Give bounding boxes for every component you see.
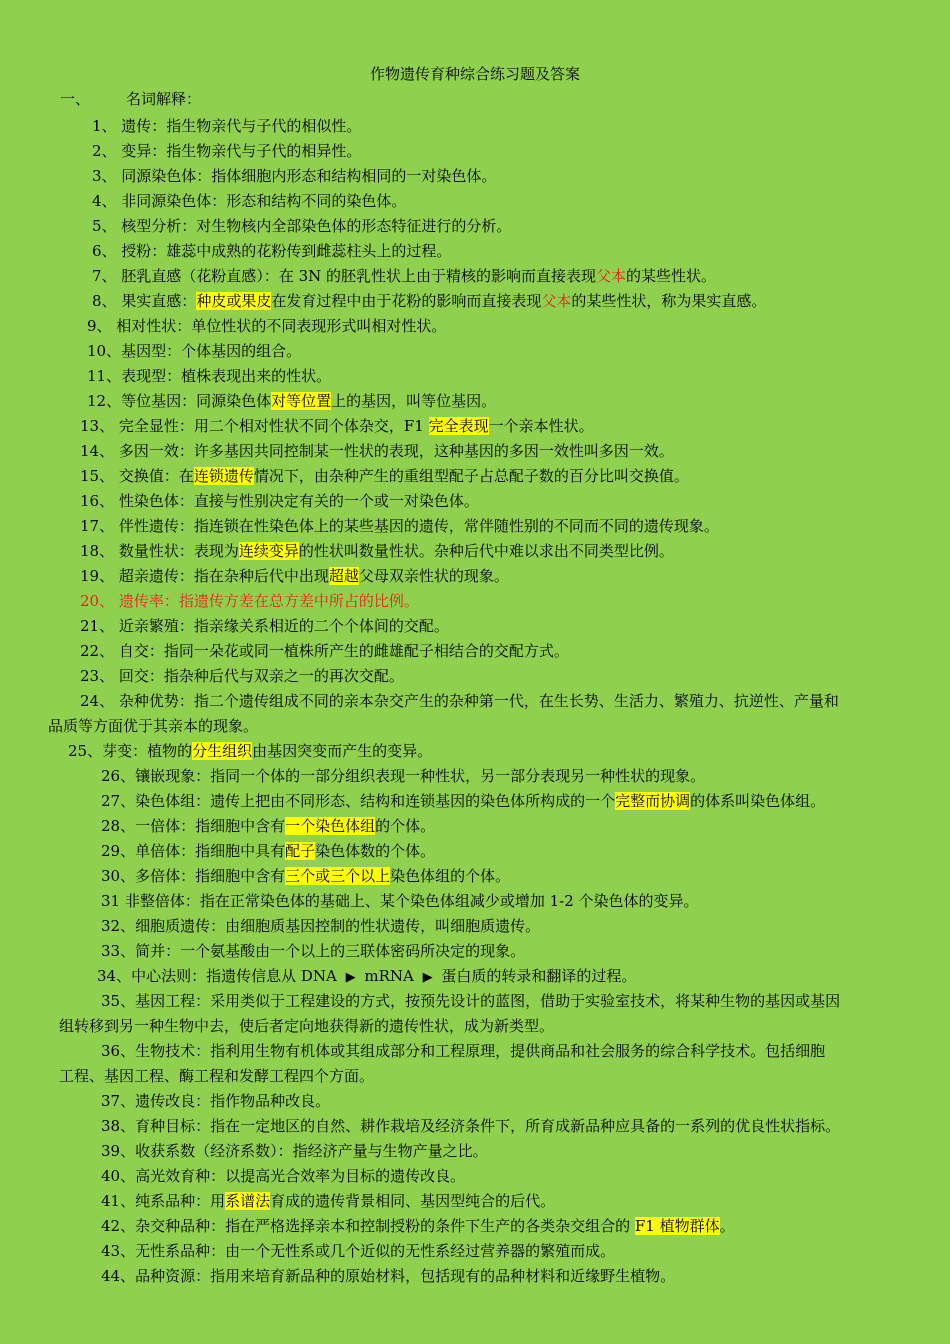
highlighted-text: 种皮或果皮 <box>196 292 272 310</box>
arrow-right-icon: ▶ <box>422 970 433 985</box>
line-text: 18、 数量性状：表现为 <box>80 542 239 560</box>
line-text: 2、 变异：指生物亲代与子代的相异性。 <box>92 142 362 160</box>
definition-line <box>0 714 950 739</box>
line-text: 。 <box>719 1217 735 1235</box>
definition-line <box>0 364 950 389</box>
definition-line <box>0 189 950 214</box>
definition-line <box>0 1189 950 1214</box>
line-text: mRNA <box>359 967 419 985</box>
definition-line <box>0 1214 950 1239</box>
definition-line <box>0 764 950 789</box>
definition-line <box>0 964 950 989</box>
line-text: 一个亲本性状。 <box>488 417 594 435</box>
section-heading <box>60 89 201 109</box>
definition-line <box>0 664 950 689</box>
definition-line <box>0 1239 950 1264</box>
definition-line <box>0 1264 950 1289</box>
definition-line <box>0 789 950 814</box>
red-text: 父本 <box>596 267 627 285</box>
definition-line <box>0 939 950 964</box>
definition-line <box>0 1164 950 1189</box>
arrow-right-icon: ▶ <box>345 970 356 985</box>
line-text: 4、 非同源染色体：形态和结构不同的染色体。 <box>92 192 407 210</box>
line-text: 的某些性状。 <box>626 267 717 285</box>
line-text: 25、芽变：植物的 <box>68 742 193 760</box>
line-text: 28、一倍体：指细胞中含有 <box>101 817 286 835</box>
line-text: 33、简并：一个氨基酸由一个以上的三联体密码所决定的现象。 <box>101 942 526 960</box>
line-text: 6、 授粉：雄蕊中成熟的花粉传到雌蕊柱头上的过程。 <box>92 242 452 260</box>
line-text: 在发育过程中由于花粉的影响而直接表现 <box>271 292 542 310</box>
definition-line <box>0 864 950 889</box>
line-text: 5、 核型分析：对生物核内全部染色体的形态特征进行的分析。 <box>92 217 512 235</box>
line-text: 22、 自交：指同一朵花或同一植株所产生的雌雄配子相结合的交配方式。 <box>80 642 569 660</box>
line-text: 由基因突变而产生的变异。 <box>252 742 433 760</box>
line-text: 染色体数的个体。 <box>315 842 436 860</box>
definition-line <box>0 164 950 189</box>
line-text: 29、单倍体：指细胞中具有 <box>101 842 286 860</box>
document-title: 作物遗传育种综合练习题及答案 <box>369 65 580 83</box>
definition-line <box>0 739 950 764</box>
highlighted-text: 超越 <box>328 567 359 585</box>
definition-line <box>0 614 950 639</box>
definition-line <box>0 1014 950 1039</box>
definition-line <box>0 414 950 439</box>
definition-line <box>0 1064 950 1089</box>
line-text: 工程、基因工程、酶工程和发酵工程四个方面。 <box>59 1067 375 1085</box>
line-text: 41、纯系品种：用 <box>101 1192 226 1210</box>
line-text: 的体系叫染色体组。 <box>690 792 826 810</box>
definition-line <box>0 989 950 1014</box>
definition-line <box>0 464 950 489</box>
highlighted-text: 分生组织 <box>192 742 253 760</box>
red-text: 父本 <box>541 292 572 310</box>
line-text: 组转移到另一种生物中去，使后者定向地获得新的遗传性状，成为新类型。 <box>59 1017 555 1035</box>
line-text: 43、无性系品种：由一个无性系或几个近似的无性系经过营养器的繁殖而成。 <box>101 1242 616 1260</box>
line-text: 42、杂交种品种：指在严格选择亲本和控制授粉的条件下生产的各类杂交组合的 <box>101 1217 635 1235</box>
definition-line <box>0 589 950 614</box>
line-text: 16、 性染色体：直接与性别决定有关的一个或一对染色体。 <box>80 492 479 510</box>
line-text: 30、多倍体：指细胞中含有 <box>101 867 286 885</box>
highlighted-text: 完整而协调 <box>615 792 691 810</box>
red-text: 20、 遗传率：指遗传方差在总方差中所占的比例。 <box>80 592 419 610</box>
line-text: 染色体组的个体。 <box>390 867 511 885</box>
definition-line <box>0 389 950 414</box>
line-text: 44、品种资源：指用来培育新品种的原始材料，包括现有的品种材料和近缘野生植物。 <box>101 1267 676 1285</box>
highlighted-text: 一个染色体组 <box>285 817 376 835</box>
definition-line <box>0 839 950 864</box>
section-number: 一、 <box>60 90 91 108</box>
line-text: 17、 伴性遗传：指连锁在性染色体上的某些基因的遗传，常伴随性别的不同而不同的遗传现象。 <box>80 517 719 535</box>
highlighted-text: 对等位置 <box>271 392 332 410</box>
definition-line <box>0 339 950 364</box>
highlighted-text: F1 植物群体 <box>634 1217 720 1235</box>
definition-line <box>0 114 950 139</box>
line-text: 38、育种目标：指在一定地区的自然、耕作栽培及经济条件下，所育成新品种应具备的一系列的优良性状指标。 <box>101 1117 841 1135</box>
line-text: 40、高光效育种：以提高光合效率为目标的遗传改良。 <box>101 1167 466 1185</box>
line-text: 情况下，由杂种产生的重组型配子占总配子数的百分比叫交换值。 <box>253 467 689 485</box>
definition-line <box>0 439 950 464</box>
definition-line <box>0 314 950 339</box>
highlighted-text: 系谱法 <box>225 1192 271 1210</box>
line-text: 19、 超亲遗传：指在杂种后代中出现 <box>80 567 329 585</box>
highlighted-text: 连锁遗传 <box>193 467 254 485</box>
line-text: 的某些性状，称为果实直感。 <box>571 292 767 310</box>
line-text: 27、染色体组：遗传上把由不同形态、结构和连锁基因的染色体所构成的一个 <box>101 792 616 810</box>
line-text: 10、基因型：个体基因的组合。 <box>87 342 302 360</box>
line-text: 21、 近亲繁殖：指亲缘关系相近的二个个体间的交配。 <box>80 617 449 635</box>
line-text: 14、 多因一效：许多基因共同控制某一性状的表现，这种基因的多因一效性叫多因一效。 <box>80 442 674 460</box>
definition-line <box>0 539 950 564</box>
line-text: 36、生物技术：指利用生物有机体或其组成部分和工程原理，提供商品和社会服务的综合科学技术。包括细胞 <box>101 1042 826 1060</box>
highlighted-text: 完全表现 <box>428 417 489 435</box>
definition-line <box>0 514 950 539</box>
definition-line <box>0 239 950 264</box>
line-text: 12、等位基因：同源染色体 <box>87 392 272 410</box>
definition-line <box>0 889 950 914</box>
line-text: 31 非整倍体：指在正常染色体的基础上、某个染色体组减少或增加 1-2 个染色体的变异。 <box>101 892 699 910</box>
definition-line <box>0 814 950 839</box>
line-text: 37、遗传改良：指作物品种改良。 <box>101 1092 331 1110</box>
line-text: 的性状叫数量性状。杂种后代中难以求出不同类型比例。 <box>298 542 674 560</box>
definition-line <box>0 489 950 514</box>
definition-line <box>0 914 950 939</box>
highlighted-text: 连续变异 <box>238 542 299 560</box>
line-text: 3、 同源染色体：指体细胞内形态和结构相同的一对染色体。 <box>92 167 497 185</box>
definition-list <box>0 114 950 1289</box>
definition-line <box>0 564 950 589</box>
definition-line <box>0 1114 950 1139</box>
line-text: 26、镶嵌现象：指同一个体的一部分组织表现一种性状，另一部分表现另一种性状的现象。 <box>101 767 706 785</box>
definition-line <box>0 214 950 239</box>
definition-line <box>0 264 950 289</box>
definition-line <box>0 1089 950 1114</box>
section-label: 名词解释： <box>126 90 202 108</box>
line-text: 7、 胚乳直感（花粉直感）：在 3N 的胚乳性状上由于精核的影响而直接表现 <box>92 267 597 285</box>
line-text: 8、 果实直感： <box>92 292 197 310</box>
definition-line <box>0 139 950 164</box>
definition-line <box>0 1139 950 1164</box>
line-text: 上的基因，叫等位基因。 <box>331 392 497 410</box>
line-text: 品质等方面优于其亲本的现象。 <box>48 717 259 735</box>
line-text: 11、表现型：植株表现出来的性状。 <box>87 367 332 385</box>
line-text: 育成的遗传背景相同、基因型纯合的后代。 <box>270 1192 556 1210</box>
line-text: 24、 杂种优势：指二个遗传组成不同的亲本杂交产生的杂种第一代，在生长势、生活力、繁殖力、抗逆性、产量和 <box>80 692 839 710</box>
line-text: 15、 交换值：在 <box>80 467 194 485</box>
definition-line <box>0 289 950 314</box>
line-text: 蛋白质的转录和翻译的过程。 <box>436 967 637 985</box>
line-text: 父母双亲性状的现象。 <box>358 567 509 585</box>
definition-line <box>0 689 950 714</box>
highlighted-text: 三个或三个以上 <box>285 867 391 885</box>
line-text: 34、中心法则：指遗传信息从 DNA <box>97 967 342 985</box>
line-text: 9、 相对性状：单位性状的不同表现形式叫相对性状。 <box>87 317 447 335</box>
highlighted-text: 配子 <box>285 842 316 860</box>
line-text: 39、收获系数（经济系数）：指经济产量与生物产量之比。 <box>101 1142 488 1160</box>
definition-line <box>0 1039 950 1064</box>
line-text: 13、 完全显性：用二个相对性状不同个体杂交，F1 <box>80 417 429 435</box>
line-text: 的个体。 <box>375 817 436 835</box>
line-text: 1、 遗传：指生物亲代与子代的相似性。 <box>92 117 362 135</box>
line-text: 23、 回交：指杂种后代与双亲之一的再次交配。 <box>80 667 404 685</box>
line-text: 35、基因工程：采用类似于工程建设的方式，按预先设计的蓝图，借助于实验室技术，将某种生物的基因或基因 <box>101 992 841 1010</box>
definition-line <box>0 639 950 664</box>
line-text: 32、细胞质遗传：由细胞质基因控制的性状遗传，叫细胞质遗传。 <box>101 917 541 935</box>
